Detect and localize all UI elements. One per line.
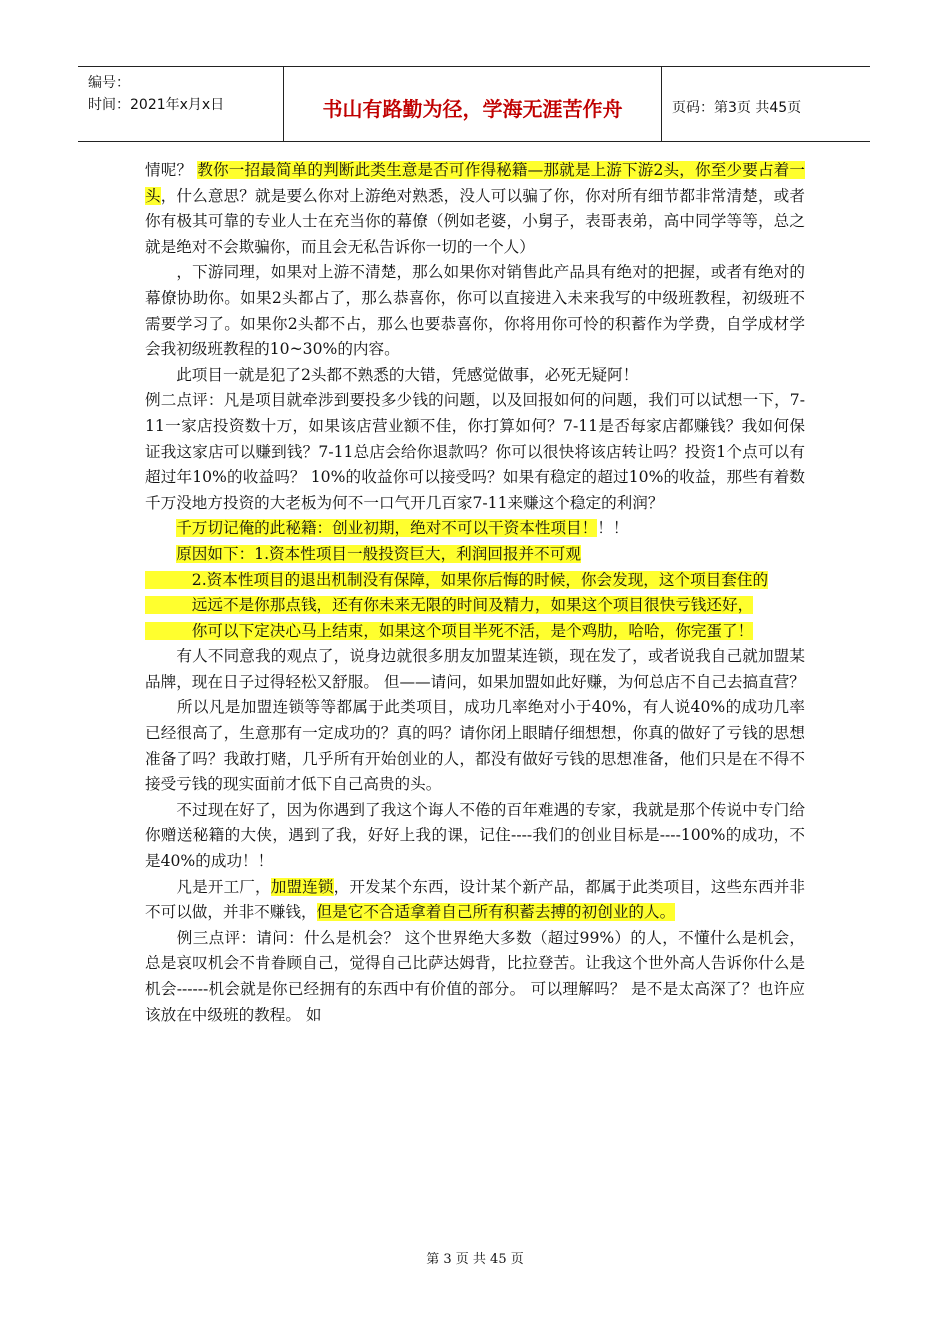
paragraph	[145, 798, 805, 875]
body-text: 情呢？	[145, 161, 198, 179]
paragraph	[145, 593, 805, 619]
header-page-info: 页码：第3页 共45页	[672, 100, 802, 116]
paragraph	[145, 542, 805, 568]
body-text: 有人不同意我的观点了，说身边就很多朋友加盟某连锁，现在发了，或者说我自己就加盟某品牌，现在日子过得轻松又舒服。 但——请问，如果加盟如此好赚，为何总店不自己去搞直营？	[145, 647, 805, 691]
body-text: 凡是开工厂，	[145, 877, 271, 896]
paragraph	[145, 516, 805, 542]
body-text	[145, 545, 176, 563]
document-body	[145, 158, 805, 1028]
body-text	[145, 519, 176, 537]
highlighted-text: 但是它不合适拿着自己所有积蓄去搏的初创业的人。	[316, 903, 676, 922]
header-info-cell	[78, 67, 284, 141]
body-text: 例二点评：凡是项目就牵涉到要投多少钱的问题，以及回报如何的问题，我们可以试想一下，7-11一家店投资数十万，如果该店营业额不佳，你打算如何？7-11是否每家店都赚钱？我如何保证我这家店可以赚到钱？7-11总店会给你退款吗？你可以很快将该店转让吗？投资1个点可以有超过年10%的收益吗？ 10%的收益你可以接受吗？如果有稳定的超过10%的收益，那些有着数千万没地方投资的大老板为何不一口气开几百家7-11来赚这个稳定的利润？	[145, 391, 805, 512]
paragraph	[145, 695, 805, 797]
highlighted-text: 加盟连锁	[270, 877, 334, 896]
paragraph	[145, 363, 805, 389]
highlighted-text: 教你一招最简单的判断此类生意是否可作得秘籍—那就是上游下游2头，你至少要占着一头	[145, 161, 805, 205]
paragraph	[145, 875, 805, 926]
document-code-label: 编号：	[88, 75, 130, 91]
highlighted-text: 千万切记俺的此秘籍：创业初期，绝对不可以干资本性项目！	[176, 519, 598, 538]
highlighted-text: 你可以下定决心马上结束，如果这个项目半死不活，是个鸡肋，哈哈，你完蛋了！	[145, 621, 754, 640]
body-text: ，开发某个东西，设计某个新产品，都属于此类项目，这些东西并非不可以做，并非不赚钱，	[145, 877, 805, 922]
document-date: 时间：2021年x月x日	[88, 97, 225, 113]
body-text: 例三点评：请问：什么是机会？ 这个世界绝大多数（超过99%）的人，不懂什么是机会，总是哀叹机会不肯眷顾自己，觉得自己比萨达姆背，比拉登苦。让我这个世外高人告诉你什么是机会------机会就是你已经拥有的东西中有价值的部分。 可以理解吗？ 是不是太高深了？也许应该放在中级班的教程。 如	[145, 928, 805, 1024]
highlighted-text: 远远不是你那点钱，还有你未来无限的时间及精力，如果这个项目很快亏钱还好，	[145, 596, 754, 615]
paragraph	[145, 644, 805, 695]
body-text: 不过现在好了，因为你遇到了我这个诲人不倦的百年难遇的专家，我就是那个传说中专门给你赠送秘籍的大侠，遇到了我，好好上我的课，记住----我们的创业目标是----100%的成功，不是40%的成功！！	[145, 800, 805, 871]
body-text: 所以凡是加盟连锁等等都属于此类项目，成功几率绝对小于40%，有人说40%的成功几率已经很高了，生意那有一定成功的？真的吗？请你闭上眼睛仔细想想，你真的做好了亏钱的思想准备了吗？我敢打赌，几乎所有开始创业的人，都没有做好亏钱的思想准备，他们只是在不得不接受亏钱的现实面前才低下自己高贵的头。	[145, 698, 805, 794]
highlighted-text: 原因如下：1.资本性项目一般投资巨大，利润回报并不可观	[176, 544, 581, 563]
body-text: ，下游同理，如果对上游不清楚，那么如果你对销售此产品具有绝对的把握，或者有绝对的幕僚协助你。如果2头都占了，那么恭喜你，你可以直接进入未来我写的中级班教程，初级班不需要学习了。如果你2头都不占，那么也要恭喜你，你将用你可怜的积蓄作为学费，自学成材学会我初级班教程的10~30%的内容。	[145, 263, 805, 359]
body-text: 此项目一就是犯了2头都不熟悉的大错，凭感觉做事，必死无疑阿！	[145, 365, 639, 384]
paragraph	[145, 388, 805, 516]
highlighted-text: 2.资本性项目的退出机制没有保障，如果你后悔的时候，你会发现，这个项目套住的	[145, 570, 769, 589]
paragraph	[145, 260, 805, 362]
page-footer: 第 3 页 共 45 页	[426, 1252, 524, 1267]
paragraph	[145, 619, 805, 645]
body-text: ，什么意思？就是要么你对上游绝对熟悉，没人可以骗了你，你对所有细节都非常清楚，或者你有极其可靠的专业人士在充当你的幕僚（例如老婆，小舅子，表哥表弟，高中同学等等，总之就是绝对不会欺骗你，而且会无私告诉你一切的一个人）	[145, 186, 805, 256]
paragraph	[145, 926, 805, 1028]
body-text: ！！	[597, 519, 629, 538]
paragraph	[145, 158, 805, 260]
header-motto: 书山有路勤为径，学海无涯苦作舟	[284, 67, 662, 141]
paragraph	[145, 568, 805, 594]
page-header	[78, 66, 870, 142]
